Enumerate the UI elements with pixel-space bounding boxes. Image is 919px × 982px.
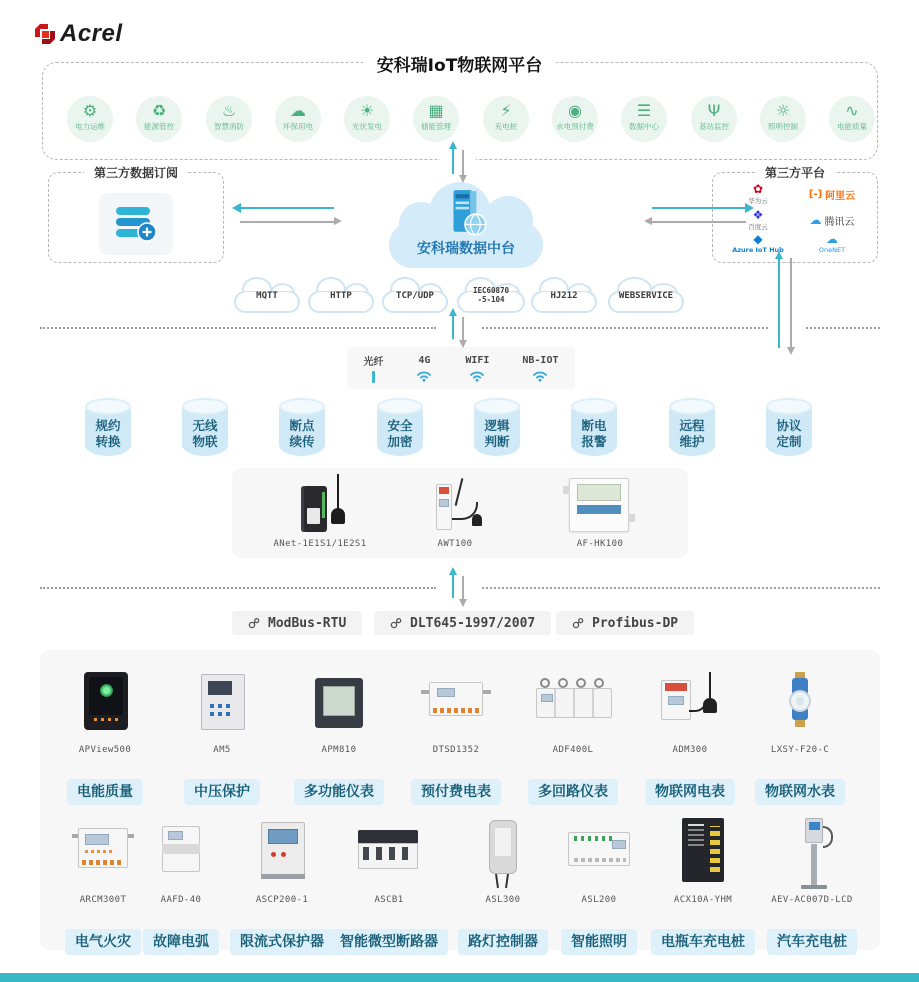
page-title: 安科瑞IoT物联网平台 [0,51,919,76]
product-model: ARCM300T [79,895,127,905]
brand-name: Acrel [60,20,123,47]
smart-fire-icon: ♨ [221,101,237,120]
connectivity-4g: 4G [416,355,432,382]
feature-remote-maintenance: 远程 维护 [669,400,715,456]
alibaba-cloud-icon: [-] [808,188,823,200]
wifi-icon [469,369,485,382]
arrow-left-teal [240,207,334,209]
long-up-arrow-teal [778,258,780,348]
platform-app-smart-fire: ♨ 智慧消防 [197,96,261,148]
up-arrow-icon [452,148,454,174]
huawei-cloud-icon: ✿ [752,182,764,196]
provider-huawei-cloud: ✿ 华为云 [748,182,768,205]
product-category-badge: 汽车充电桩 [767,929,857,955]
platform-app-energy-storage: ▦ 储能管理 [404,96,468,148]
gateway-image-anet [275,474,365,536]
connectivity-nbiot: NB-IOT [522,355,558,382]
link-icon [390,617,402,629]
product-image-aev [767,816,857,892]
platform-app-base-station: Ψ 基站监控 [682,96,746,148]
product-lxsy-f20-c [740,666,860,805]
platform-app-lighting-control: ☼ 照明控制 [751,96,815,148]
third-party-subscription-box [48,166,224,263]
product-image-dtsd1352 [411,666,501,742]
solar-pv-icon: ☀ [359,101,375,120]
product-category-badge: 多回路仪表 [528,779,618,805]
product-model: AEV-AC007D-LCD [771,895,853,905]
product-asl200 [539,816,659,955]
product-acx10a-yhm [643,816,763,955]
product-category-badge: 电能质量 [67,779,143,805]
product-image-am5 [177,666,267,742]
product-apm810 [279,666,399,805]
product-model: ASL200 [581,895,617,905]
updown-arrows-divider1 [446,312,472,344]
divider-line [40,587,436,589]
protocol-cloud-iec60870: IEC60870 -5-104 [457,276,525,316]
platform-box-title: 第三方平台 [755,164,835,181]
product-category-badge: 电瓶车充电桩 [651,929,755,955]
subscription-box-title: 第三方数据订阅 [84,164,188,181]
product-aev-ac007d [752,816,872,955]
product-ascb1 [329,816,449,955]
gateway-anet [250,474,390,549]
product-model: APView500 [78,745,132,755]
divider-line [482,327,768,329]
product-model: ASL300 [485,895,521,905]
product-image-lxsy [755,666,845,742]
product-category-badge: 电气火灾 [65,929,141,955]
feature-logic-judgment: 逻辑 判断 [474,400,520,456]
product-category-badge: 物联网电表 [645,779,735,805]
divider-line [482,587,880,589]
gateway-model: ANet-1E1S1/1E2S1 [273,539,367,549]
product-am5 [162,666,282,805]
product-image-acx10a [658,816,748,892]
feature-power-loss-alarm: 断电 报警 [571,400,617,456]
feature-protocol-conversion: 规约 转换 [85,400,131,456]
ev-charger-icon: ⚡ [500,101,512,120]
product-image-ascb1 [344,816,434,892]
chip-profibus-dp: Profibus-DP [556,611,694,635]
data-center-icon: ☰ [636,101,652,120]
energy-storage-icon: ▦ [428,101,444,120]
gateway-image-afhk100 [555,474,645,536]
gateway-model: AF-HK100 [576,539,624,549]
feature-resume-transfer: 断点 续传 [279,400,325,456]
product-image-adf400l [528,666,618,742]
platform-app-power-quality: ∿ 电能质量 [820,96,884,148]
gateway-model: AWT100 [437,539,473,549]
protocol-cloud-mqtt: MQTT [234,276,300,316]
product-category-badge: 物联网水表 [755,779,845,805]
product-model: APM810 [321,745,357,755]
product-category-badge: 故障电弧 [143,929,219,955]
down-arrow-icon [462,150,464,176]
chip-dlt645: DLT645-1997/2007 [374,611,551,635]
gateway-afhk100 [530,474,670,549]
arrow-right-gray [240,221,334,223]
product-model: ACX10A-YHM [673,895,733,905]
product-category-badge: 智能微型断路器 [330,929,448,955]
product-adf400l [513,666,633,805]
data-hub-cloud [385,176,547,274]
up-arrow-icon [452,574,454,598]
feature-wireless-iot: 无线 物联 [182,400,228,456]
onenet-cloud-icon: ☁ [826,232,838,246]
connectivity-bar [347,347,575,389]
updown-arrows-divider2 [446,571,472,603]
up-arrow-icon [452,315,454,339]
product-category-badge: 多功能仪表 [294,779,384,805]
product-image-asl300 [458,816,548,892]
long-down-arrow-gray [790,258,792,348]
product-image-aafd40 [136,816,226,892]
platform-app-prepaid-utility: ◉ 水电预付费 [543,96,607,148]
link-icon [248,617,260,629]
tencent-cloud-icon: ☁ [809,213,822,227]
lighting-control-icon: ☼ [775,101,791,120]
link-icon [572,617,584,629]
azure-icon: ◆ [753,232,763,246]
wifi-icon [416,369,432,382]
provider-baidu-cloud: ❖ 百度云 [748,208,768,231]
product-category-badge: 路灯控制器 [458,929,548,955]
feature-encryption: 安全 加密 [377,400,423,456]
energy-control-icon: ♻ [151,101,167,120]
provider-onenet: ☁ OneNET [818,232,846,254]
down-arrow-icon [462,576,464,600]
product-model: LXSY-F20-C [770,745,830,755]
acrel-logo-icon [34,23,56,45]
platform-app-solar-pv: ☀ 光伏发电 [335,96,399,148]
product-image-ascp200 [237,816,327,892]
product-model: ASCP200-1 [255,895,309,905]
divider-line [40,327,436,329]
third-party-platform-box [712,166,878,263]
chip-modbus-rtu: ModBus-RTU [232,611,362,635]
gateway-image-awt100 [410,474,500,536]
platform-app-energy-control: ♻ 能源管控 [127,96,191,148]
gateway-awt100 [385,474,525,549]
divider-line [806,327,880,329]
product-model: AM5 [213,745,231,755]
down-arrow-icon [462,317,464,341]
product-category-badge: 限流式保护器 [230,929,334,955]
product-category-badge: 智能照明 [561,929,637,955]
fiber-icon [372,371,375,383]
power-ops-icon: ⚙ [82,101,98,120]
protocol-cloud-hj212: HJ212 [531,276,597,316]
protocol-cloud-tcp-udp: TCP/UDP [382,276,448,316]
product-image-asl200 [554,816,644,892]
acrel-logo [34,20,123,48]
platform-app-power-ops: ⚙ 电力运维 [58,96,122,148]
server-icon [443,188,489,238]
product-image-apm810 [294,666,384,742]
product-ascp200-1 [222,816,342,955]
platform-app-ev-charger: ⚡ 充电桩 [474,96,538,148]
product-model: ADF400L [552,745,594,755]
prepaid-utility-icon: ◉ [568,101,582,120]
eco-power-icon: ☁ [290,101,306,120]
wifi-icon [532,369,548,382]
platform-app-eco-power: ☁ 环保用电 [266,96,330,148]
product-model: ADM300 [672,745,708,755]
updown-arrows-platform [446,145,472,177]
base-station-icon: Ψ [707,101,721,120]
product-apview500 [45,666,165,805]
product-category-badge: 中压保护 [184,779,260,805]
product-image-adm300 [645,666,735,742]
protocol-cloud-http: HTTP [308,276,374,316]
data-hub-label: 安科瑞数据中台 [417,241,515,257]
provider-azure-iot-hub: ◆ Azure IoT Hub [732,232,784,254]
power-quality-icon: ∿ [845,101,859,120]
connectivity-fiber: 光纤 [363,353,383,383]
protocol-cloud-webservice: WEBSERVICE [608,276,684,316]
connectivity-wifi: WIFI [465,355,489,382]
database-plus-icon [114,205,158,243]
product-adm300 [630,666,750,805]
product-image-apview500 [60,666,150,742]
platform-app-data-center: ☰ 数据中心 [612,96,676,148]
product-model: AAFD-40 [160,895,202,905]
product-model: ASCB1 [374,895,404,905]
database-tile [99,193,173,255]
product-model: DTSD1352 [432,745,480,755]
provider-alibaba-cloud: [-] 阿里云 [808,188,856,202]
feature-custom-protocol: 协议 定制 [766,400,812,456]
footer-accent-bar [0,973,919,982]
baidu-cloud-icon: ❖ [752,208,764,222]
product-category-badge: 预付费电表 [411,779,501,805]
product-dtsd1352 [396,666,516,805]
provider-tencent-cloud: ☁ 腾讯云 [809,213,855,228]
